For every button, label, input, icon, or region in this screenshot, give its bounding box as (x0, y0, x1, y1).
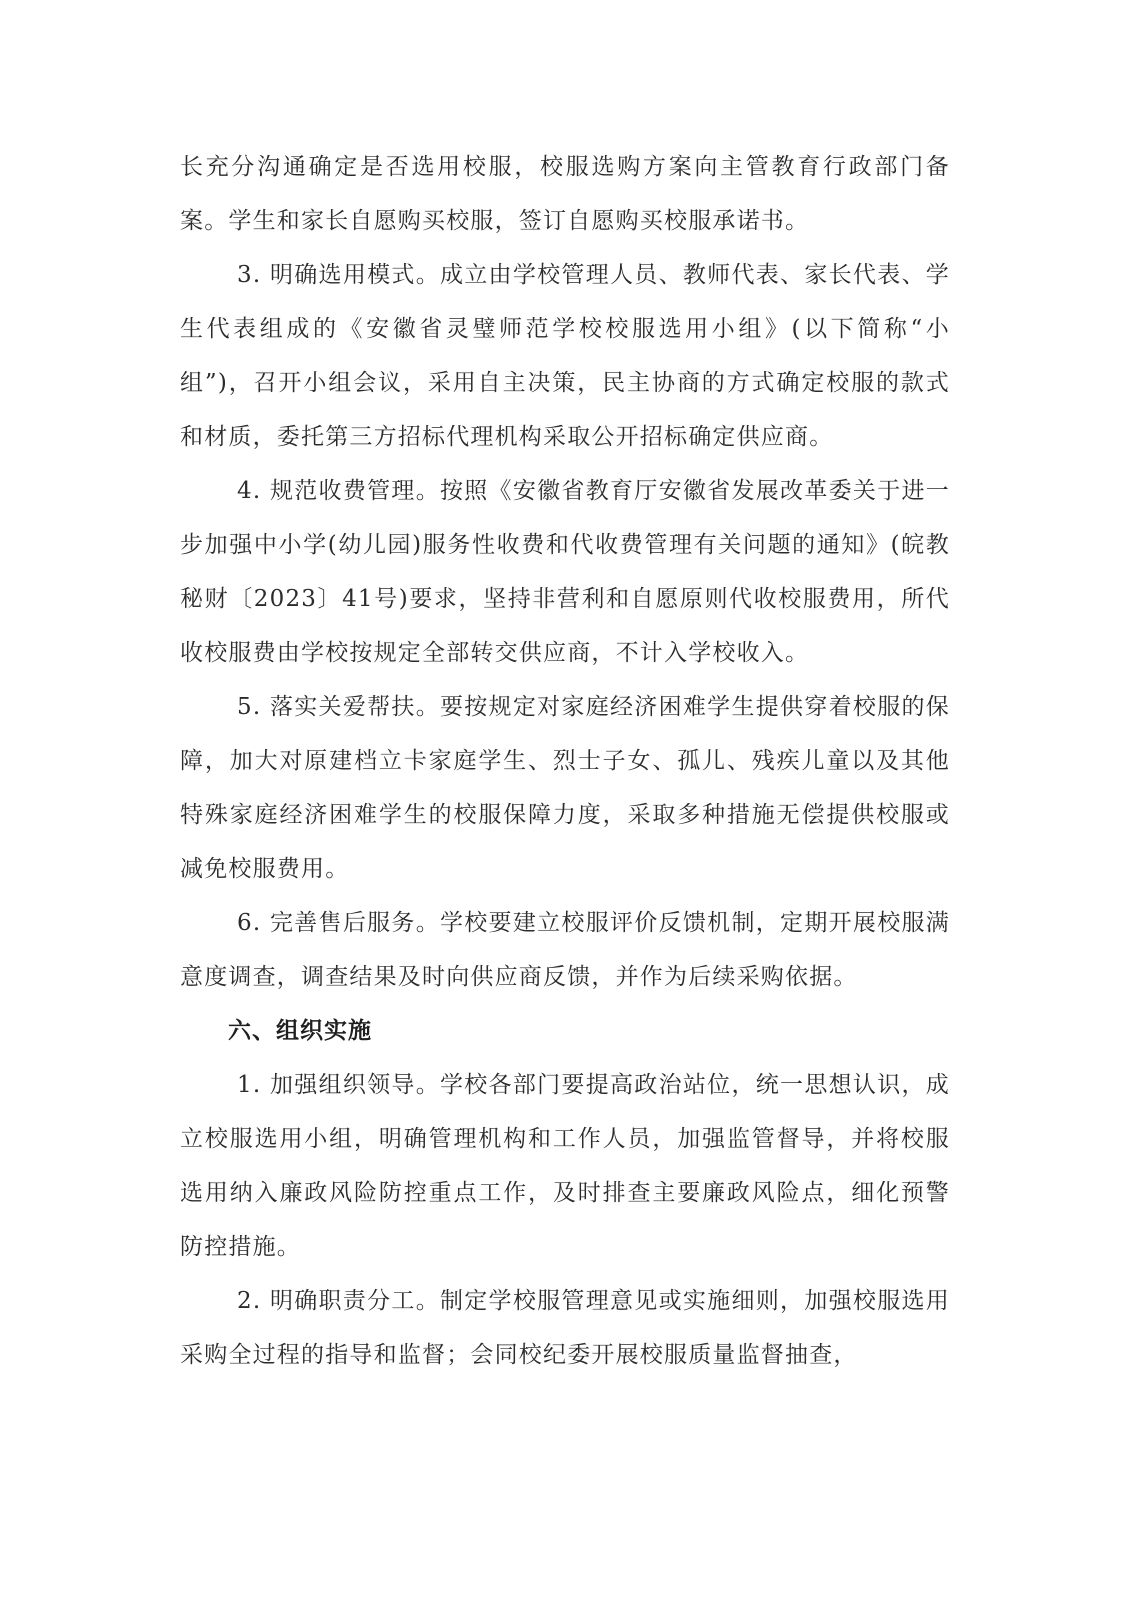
paragraph-continuation: 长充分沟通确定是否选用校服，校服选购方案向主管教育行政部门备案。学生和家长自愿购买校服，签订自愿购买校服承诺书。 (180, 154, 950, 234)
paragraph-fee-management: 4. 规范收费管理。按照《安徽省教育厅安徽省发展改革委关于进一步加强中小学(幼儿园)服务性收费和代收费管理有关问题的通知》(皖教秘财〔2023〕41号)要求，坚持非营利和自愿原则代收校服费用，所代收校服费由学校按规定全部转交供应商，不计入学校收入。 (180, 478, 950, 666)
paragraph-responsibilities: 2. 明确职责分工。制定学校服管理意见或实施细则，加强校服选用采购全过程的指导和监督；会同校纪委开展校服质量监督抽查， (180, 1288, 950, 1368)
paragraph-care-assistance: 5. 落实关爱帮扶。要按规定对家庭经济困难学生提供穿着校服的保障，加大对原建档立卡家庭学生、烈士子女、孤儿、残疾儿童以及其他特殊家庭经济困难学生的校服保障力度，采取多种措施无偿提供校服或减免校服费用。 (180, 694, 950, 882)
section-heading-organization: 六、组织实施 (228, 1018, 372, 1044)
paragraph-leadership: 1. 加强组织领导。学校各部门要提高政治站位，统一思想认识，成立校服选用小组，明确管理机构和工作人员，加强监管督导，并将校服选用纳入廉政风险防控重点工作，及时排查主要廉政风险点，细化预警防控措施。 (180, 1072, 950, 1260)
paragraph-selection-mode: 3. 明确选用模式。成立由学校管理人员、教师代表、家长代表、学生代表组成的《安徽省灵璧师范学校校服选用小组》(以下简称“小组”)，召开小组会议，采用自主决策，民主协商的方式确定校服的款式和材质，委托第三方招标代理机构采取公开招标确定供应商。 (180, 262, 950, 450)
paragraph-after-sales: 6. 完善售后服务。学校要建立校服评价反馈机制，定期开展校服满意度调查，调查结果及时向供应商反馈，并作为后续采购依据。 (180, 910, 950, 990)
